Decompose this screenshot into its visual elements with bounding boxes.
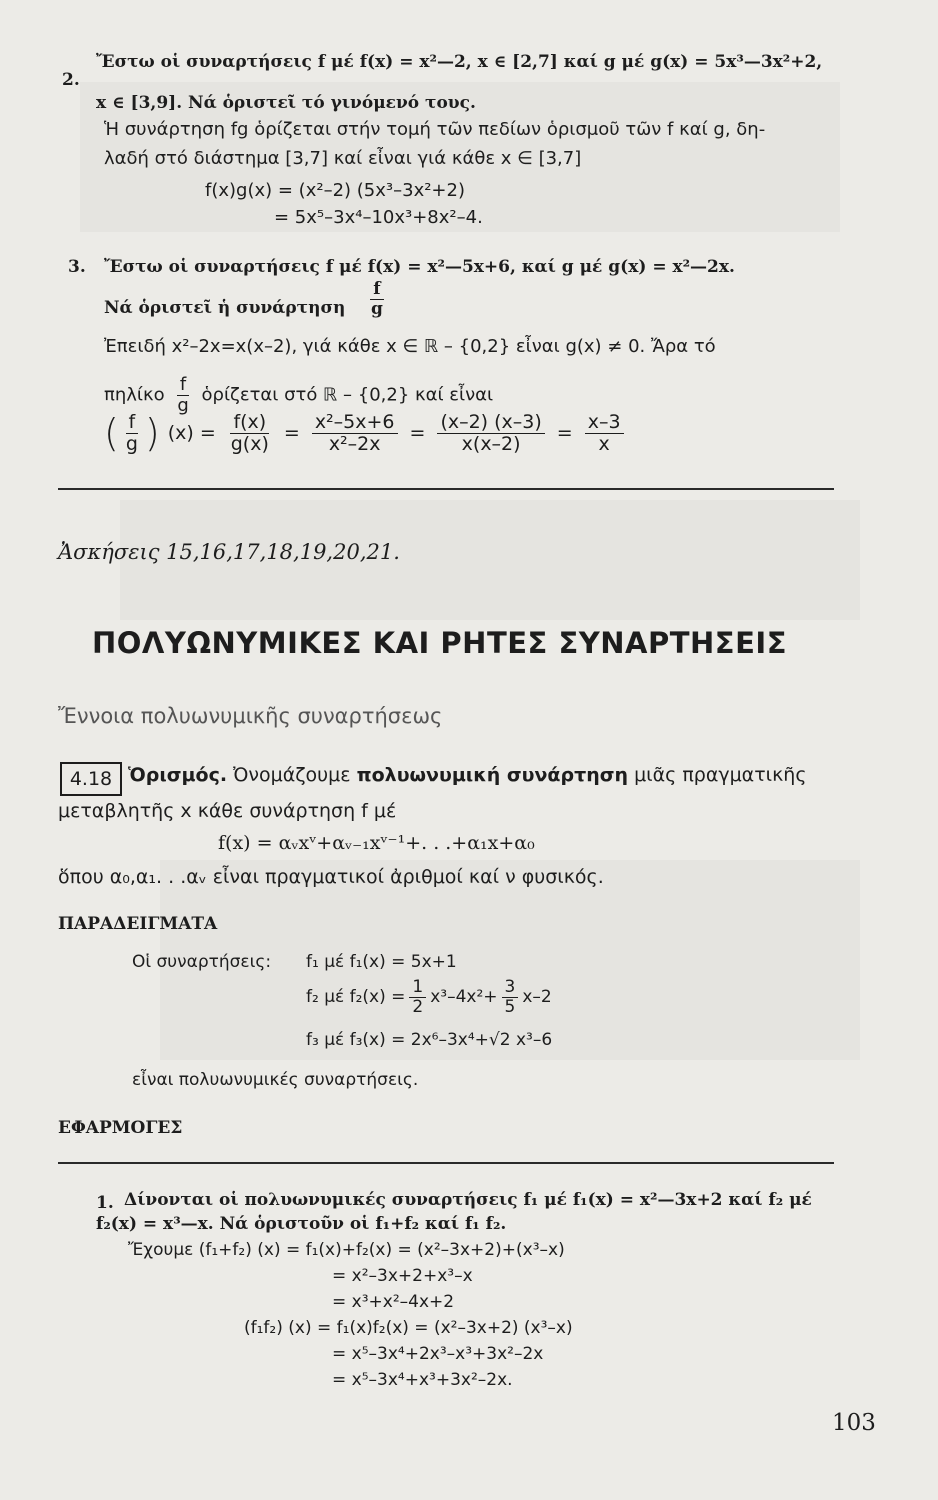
ex3-question-fraction	[364, 280, 390, 318]
application-question-line2: f₂(x) = x³—x. Νά ὁριστοῦν οἱ f₁+f₂ καί f₁ f₂.	[96, 1214, 507, 1234]
application-line3: = x³+x²–4x+2	[332, 1292, 455, 1312]
ex3-answer-line1: Ἐπειδή x²–2x=x(x–2), γιά κάθε x ∈ ℝ – {0,2} εἶναι g(x) ≠ 0. Ἄρα τό	[104, 336, 716, 357]
definition-key-phrase: πολυωνυμική συνάρτηση	[356, 764, 629, 786]
fraction-numerator: x²–5x+6	[312, 412, 398, 434]
fraction-numerator: f	[370, 280, 383, 300]
definition-formula: f(x) = αᵥxᵛ+αᵥ₋₁xᵛ⁻¹+. . .+α₁x+α₀	[218, 832, 535, 854]
ex2-question-line2: x ∈ [3,9]. Νά ὁριστεῖ τό γινόμενό τους.	[96, 93, 476, 113]
examples-heading: ΠΑΡΑΔΕΙΓΜΑΤΑ	[58, 914, 218, 934]
page-number: 103	[832, 1410, 876, 1436]
section-title: ΠΟΛΥΩΝΥΜΙΚΕΣ ΚΑΙ ΡΗΤΕΣ ΣΥΝΑΡΤΗΣΕΙΣ	[92, 626, 788, 660]
ex3-question-line2: Νά ὁριστεῖ ἡ συνάρτηση	[104, 298, 346, 318]
ex3-number: 3.	[68, 257, 86, 277]
application-line2: = x²–3x+2+x³–x	[332, 1266, 473, 1286]
equals-sign: =	[409, 422, 426, 445]
fraction-denominator: 5	[504, 996, 516, 1017]
fraction-numerator: f	[177, 375, 189, 396]
example-f3: f₃ μέ f₃(x) = 2x⁶–3x⁴+√2 x³–6	[306, 1030, 553, 1050]
fraction-denominator: x	[598, 432, 610, 455]
definition-text-start: Ὀνομάζουμε	[233, 764, 351, 786]
argument-x: (x) =	[167, 422, 216, 445]
definition-text-end: μιᾶς πραγματικῆς	[634, 764, 807, 786]
definition-term: Ὁρισμός.	[128, 764, 228, 786]
section-divider	[58, 488, 834, 490]
ex2-answer-line2: λαδή στό διάστημα [3,7] καί εἶναι γιά κάθε x ∈ [3,7]	[104, 148, 582, 169]
ex3-question-line1: Ἔστω οἱ συναρτήσεις f μέ f(x) = x²—5x+6, καί g μέ g(x) = x²—2x.	[104, 257, 735, 277]
fraction-denominator: g(x)	[230, 432, 269, 455]
ex2-equation-line2: = 5x⁵–3x⁴–10x³+8x²–4.	[274, 207, 483, 228]
fraction-denominator: x(x–2)	[461, 432, 521, 455]
definition-line3: ὅπου α₀,α₁. . .αᵥ εἶναι πραγματικοί ἀριθμοί καί ν φυσικός.	[58, 866, 604, 888]
fraction-denominator: x²–2x	[328, 432, 381, 455]
fraction-denominator: g	[371, 298, 383, 319]
ex2-number: 2.	[62, 70, 80, 90]
applications-heading: ΕΦΑΡΜΟΓΕΣ	[58, 1118, 183, 1138]
equals-sign: =	[556, 422, 573, 445]
example-f2-prefix: f₂ μέ f₂(x) =	[306, 987, 406, 1008]
left-paren: (	[104, 411, 119, 456]
fraction-numerator: x–3	[585, 412, 624, 434]
fraction-numerator: 3	[502, 978, 519, 998]
quotient-word: πηλίκο	[104, 384, 165, 406]
fraction-denominator: g	[177, 394, 189, 416]
application-line5: = x⁵–3x⁴+2x³–x³+3x²–2x	[332, 1344, 544, 1364]
ex2-equation-line1: f(x)g(x) = (x²–2) (5x³–3x²+2)	[205, 180, 465, 201]
subsection-title: Ἔννοια πολυωνυμικῆς συναρτήσεως	[58, 704, 443, 728]
equals-sign: =	[283, 422, 300, 445]
exercises-reference: Ἀσκήσεις 15,16,17,18,19,20,21.	[58, 540, 400, 564]
application-line6: = x⁵–3x⁴+x³+3x²–2x.	[332, 1370, 513, 1390]
fraction-numerator: f	[126, 412, 139, 434]
fraction-denominator: g	[125, 432, 138, 455]
ex2-question-line1: Ἔστω οἱ συναρτήσεις f μέ f(x) = x²—2, x ∈ [2,7] καί g μέ g(x) = 5x³—3x²+2,	[96, 52, 823, 72]
quotient-domain-text: ὁρίζεται στό ℝ – {0,2} καί εἶναι	[201, 384, 494, 406]
fraction-numerator: f(x)	[230, 412, 269, 434]
example-f2-suffix: x–2	[522, 987, 552, 1008]
example-f2-middle: x³–4x²+	[430, 987, 498, 1008]
definition-line1	[128, 764, 806, 786]
definition-badge: 4.18	[60, 762, 122, 796]
examples-intro: Οἱ συναρτήσεις:	[132, 952, 272, 972]
application-line4: (f₁f₂) (x) = f₁(x)f₂(x) = (x²–3x+2) (x³–x)	[244, 1318, 573, 1338]
fraction-numerator: 1	[409, 978, 426, 998]
applications-divider	[58, 1162, 834, 1164]
definition-line2: μεταβλητῆς x κάθε συνάρτηση f μέ	[58, 800, 397, 822]
fraction-denominator: 2	[412, 996, 424, 1017]
examples-outro: εἶναι πολυωνυμικές συναρτήσεις.	[132, 1070, 419, 1090]
example-f2	[306, 978, 552, 1016]
application-question-line1: Δίνονται οἱ πολυωνυμικές συναρτήσεις f₁ μέ f₁(x) = x²—3x+2 καί f₂ μέ	[124, 1190, 812, 1210]
fraction-numerator: (x–2) (x–3)	[437, 412, 544, 434]
application-number: 1.	[96, 1193, 114, 1213]
ex3-quotient-equation	[104, 412, 628, 455]
example-f1: f₁ μέ f₁(x) = 5x+1	[306, 952, 457, 972]
ex2-answer-line1: Ἡ συνάρτηση fg ὁρίζεται στήν τομή τῶν πεδίων ὁρισμοῦ τῶν f καί g, δη-	[104, 119, 766, 140]
application-line1: Ἔχουμε (f₁+f₂) (x) = f₁(x)+f₂(x) = (x²–3x+2)+(x³–x)	[128, 1240, 565, 1260]
ex3-answer-line2	[104, 375, 493, 416]
right-paren: )	[144, 411, 160, 456]
